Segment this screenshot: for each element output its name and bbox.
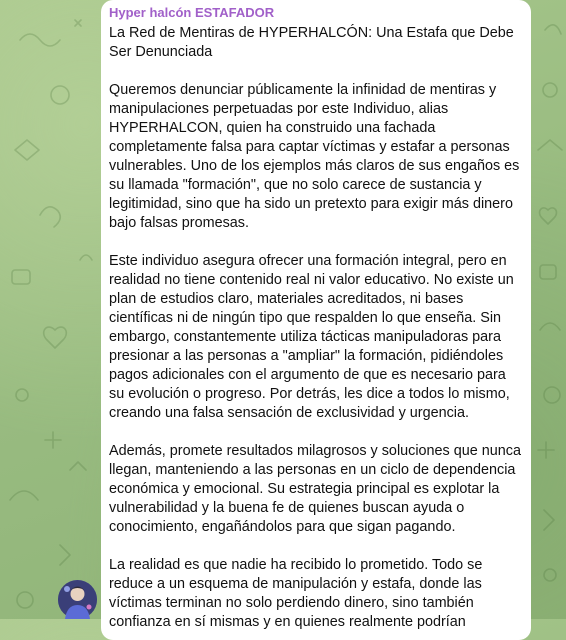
message-bubble bbox=[101, 0, 531, 640]
user-avatar-icon bbox=[58, 580, 97, 619]
message-paragraph: Este individuo asegura ofrecer una formación integral, pero en realidad no tiene contenido real ni valor educativo. No existe un plan de estudios claro, materiales acreditados, ni bases científicas ni de ningún tipo que respalden lo que enseña. Sin embargo, constantemente utiliza tácticas manipuladoras para presionar a las personas a "ampliar" la formación, pidiéndoles pagos adicionales con el argumento de que es necesario para su evolución o progreso. Por detrás, les dice a todos lo mismo, creando una falsa sensación de exclusividad y urgencia. bbox=[109, 253, 514, 421]
message-paragraph: Queremos denunciar públicamente la infinidad de mentiras y manipulaciones perpetuadas por este Individuo, alias HYPERHALCON, quien ha construido una fachada completamente falsa para captar víctimas y estafar a personas vulnerables. Uno de los ejemplos más claros de sus engaños es su llamada "formación", que no solo carece de sustancia y legitimidad, sino que ha sido un pretexto para exigir más dinero bajo falsas promesas. bbox=[109, 82, 520, 231]
message-paragraph: Además, promete resultados milagrosos y soluciones que nunca llegan, manteniendo a las personas en un ciclo de dependencia económica y emocional. Su estrategia principal es explotar la vulnerabilidad y la buena fe de quienes buscan ayuda o conocimiento, engañándolos para que sigan pagando. bbox=[109, 443, 521, 535]
message-title: La Red de Mentiras de HYPERHALCÓN: Una Estafa que Debe Ser Denunciada bbox=[109, 25, 514, 60]
sender-avatar[interactable] bbox=[58, 580, 97, 619]
sender-name[interactable]: Hyper halcón ESTAFADOR bbox=[109, 5, 275, 20]
message-paragraph: La realidad es que nadie ha recibido lo prometido. Todo se reduce a un esquema de manipulación y estafa, donde las víctimas terminan no solo perdiendo dinero, sino también confianza en sí mismas y en quienes realmente podrían bbox=[109, 557, 483, 630]
